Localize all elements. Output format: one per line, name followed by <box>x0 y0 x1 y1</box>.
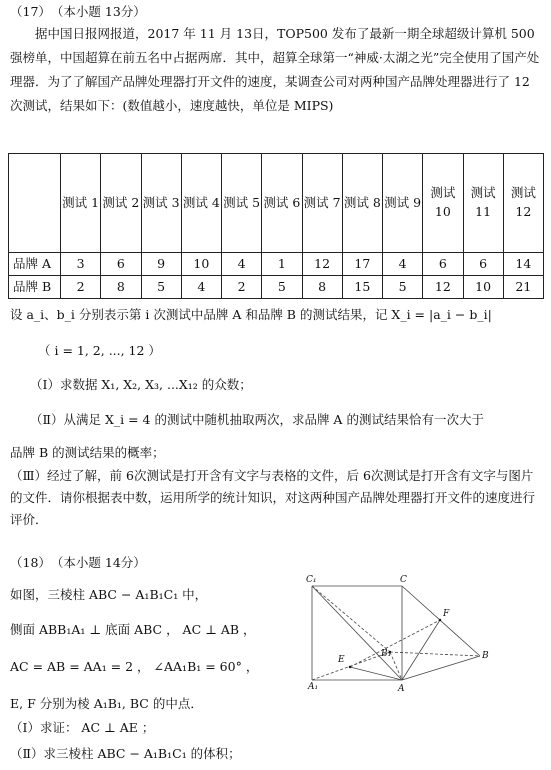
table-header-cell: 测试 1 <box>61 154 101 253</box>
q18-line3: AC = AB = AA₁ = 2 ， ∠AA₁B₁ = 60° ， <box>10 659 259 674</box>
q17-part2-line1: （Ⅱ）从满足 X_i = 4 的测试中随机抽取两次，求品牌 A 的测试结果恰有一次大于 <box>30 412 484 427</box>
point-f <box>439 619 441 621</box>
q17-part1: （Ⅰ）求数据 X₁, X₂, X₃, ...X₁₂ 的众数； <box>30 377 252 392</box>
table-cell: 6 <box>101 253 141 276</box>
test-results-table <box>8 153 544 299</box>
table-cell: 5 <box>141 276 181 299</box>
table-header-cell: 测试 2 <box>101 154 141 253</box>
table-cell: 15 <box>342 276 382 299</box>
table-header-cell: 测试 7 <box>302 154 342 253</box>
table-cell: 8 <box>302 276 342 299</box>
label-b: B <box>482 651 489 661</box>
table-cell: 6 <box>463 253 503 276</box>
edge-e-f <box>350 620 440 667</box>
edge-b1-a <box>390 652 402 680</box>
table-cell: 12 <box>423 276 463 299</box>
table-cell: 1 <box>262 253 302 276</box>
table-header-cell: 测试 12 <box>503 154 543 253</box>
table-cell: 21 <box>503 276 543 299</box>
label-a1: A₁ <box>308 682 319 692</box>
label-b1: B₁ <box>381 649 392 659</box>
table-cell: 10 <box>463 276 503 299</box>
row-label: 品牌 B <box>9 276 61 299</box>
table-row <box>9 253 544 276</box>
table-header-cell: 测试 11 <box>463 154 503 253</box>
table-header-cell: 测试 6 <box>262 154 302 253</box>
table-corner-cell <box>9 154 61 253</box>
point-e <box>349 666 351 668</box>
q17-intro: 据中国日报网报道，2017 年 11 月 13日，TOP500 发布了最新一期全球超级计算机 500强榜单，中国超算在前五名中占据两席．其中，超算全球第一“神威·太湖之光”完全使用了国产处理器．为了了解国产品牌处理器打开文件的速度，某调查公司对两种国产品牌处理器进行了 12次测试，结果如下：(数值越小，速度越快，单位是 MIPS) <box>10 26 540 113</box>
table-cell: 9 <box>141 253 181 276</box>
q17-part3: （Ⅲ）经过了解，前 6次测试是打开含有文字与表格的文件，后 6次测试是打开含有文字与图片的文件．请你根据表中数，运用所学的统计知识，对这两种国产品牌处理器打开文件的速度进行评价． <box>10 468 536 527</box>
row-label: 品牌 A <box>9 253 61 276</box>
q18-line4: E, F 分别为棱 A₁B₁, BC 的中点． <box>10 696 203 711</box>
q17-index-range: （ i = 1, 2, ..., 12 ） <box>38 343 161 358</box>
q18-part1: （Ⅰ）求证： AC ⊥ AE ； <box>10 720 155 735</box>
edge-a-b <box>402 656 480 680</box>
q17-definition: 设 a_i、b_i 分别表示第 i 次测试中品牌 A 和品牌 B 的测试结果，记 X_i = |a_i − b_i| <box>10 307 492 322</box>
table-header-cell: 测试 8 <box>342 154 382 253</box>
label-c: C <box>400 575 407 585</box>
label-c1: C₁ <box>306 575 317 585</box>
q18-header: （18） （本小题 14分） <box>10 555 146 570</box>
table-cell: 4 <box>181 276 221 299</box>
label-e: E <box>338 655 345 665</box>
label-f: F <box>443 609 450 619</box>
table-cell: 12 <box>302 253 342 276</box>
table-cell: 10 <box>181 253 221 276</box>
table-header-cell: 测试 3 <box>141 154 181 253</box>
table-header-cell: 测试 5 <box>222 154 262 253</box>
q18-part2: （Ⅱ）求三棱柱 ABC − A₁B₁C₁ 的体积； <box>10 746 241 761</box>
edge-b1-b <box>390 652 480 656</box>
q18-line2: 侧面 ABB₁A₁ ⊥ 底面 ABC ， AC ⊥ AB ， <box>10 622 256 637</box>
table-cell: 2 <box>222 276 262 299</box>
table-cell: 8 <box>101 276 141 299</box>
table-cell: 4 <box>383 253 423 276</box>
table-cell: 17 <box>342 253 382 276</box>
q18-line1: 如图，三棱柱 ABC − A₁B₁C₁ 中， <box>10 587 208 602</box>
table-header-cell: 测试 9 <box>383 154 423 253</box>
table-cell: 4 <box>222 253 262 276</box>
table-header-cell: 测试 4 <box>181 154 221 253</box>
table-cell: 6 <box>423 253 463 276</box>
label-a: A <box>398 684 405 694</box>
edge-e-a <box>350 667 402 680</box>
table-header-cell: 测试 10 <box>423 154 463 253</box>
prism-figure <box>290 572 500 697</box>
edge-a-f <box>402 620 440 680</box>
edge-c1-a <box>312 586 402 680</box>
table-cell: 5 <box>383 276 423 299</box>
q17-part2-line2: 品牌 B 的测试结果的概率； <box>10 445 165 460</box>
edge-c-b <box>402 586 480 656</box>
edge-a1-b1 <box>312 652 390 680</box>
table-cell: 2 <box>61 276 101 299</box>
edge-c1-b1 <box>312 586 390 652</box>
table-cell: 14 <box>503 253 543 276</box>
table-cell: 5 <box>262 276 302 299</box>
q17-header: （17） （本小题 13分） <box>10 4 146 19</box>
table-row <box>9 276 544 299</box>
table-cell: 3 <box>61 253 101 276</box>
